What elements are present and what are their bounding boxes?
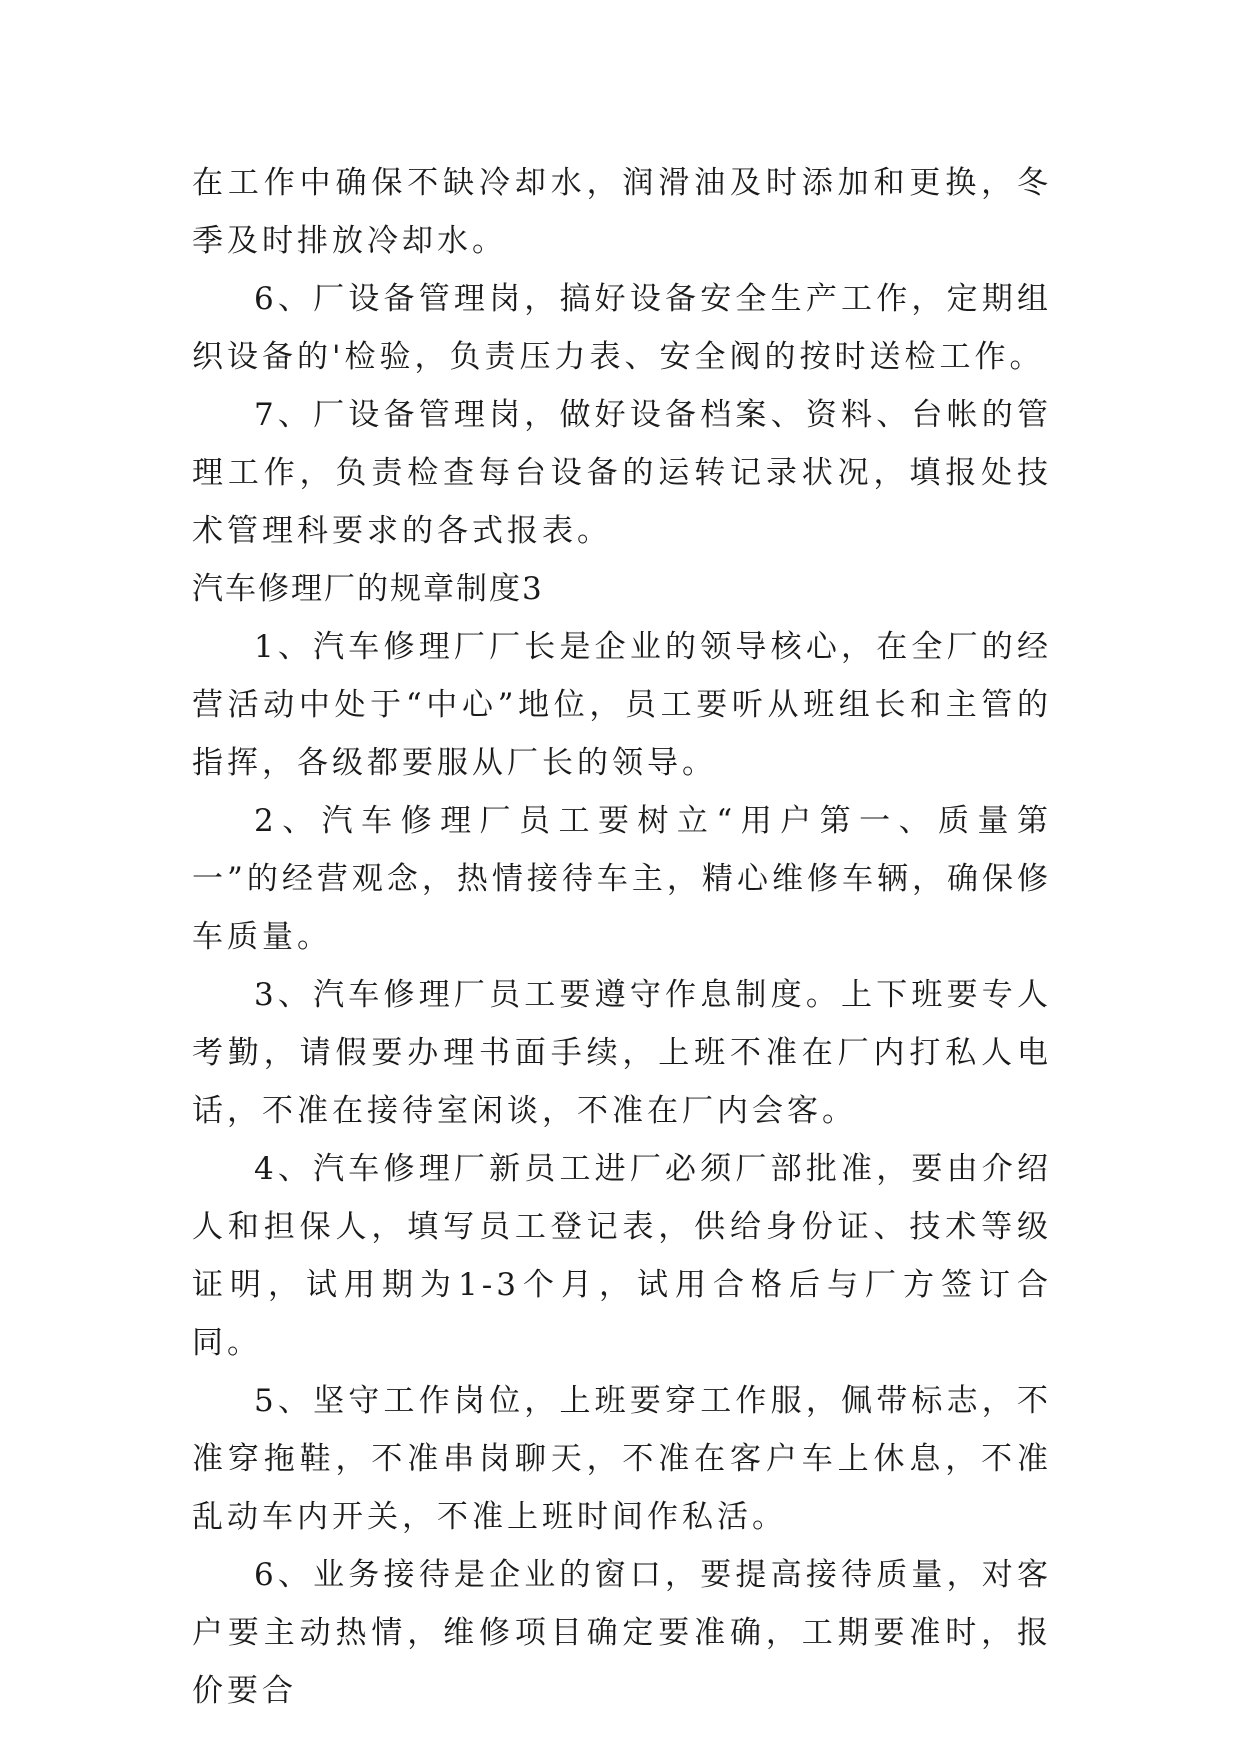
paragraph-item-6-equipment-safety: 6、厂设备管理岗，搞好设备安全生产工作，定期组织设备的'检验，负责压力表、安全阀的按时送检工作。 <box>192 281 1052 375</box>
paragraph-item-1-director: 1、汽车修理厂厂长是企业的领导核心，在全厂的经营活动中处于“中心”地位，员工要听从班组长和主管的指挥，各级都要服从厂长的领导。 <box>192 629 1052 781</box>
paragraph-item-2-customer-first: 2、汽车修理厂员工要树立“用户第一、质量第一”的经营观念，热情接待车主，精心维修车辆，确保修车质量。 <box>192 803 1052 955</box>
paragraph-item-5-workstation: 5、坚守工作岗位，上班要穿工作服，佩带标志，不准穿拖鞋，不准串岗聊天，不准在客户车上休息，不准乱动车内开关，不准上班时间作私活。 <box>192 1383 1052 1535</box>
paragraph-item-6-reception: 6、业务接待是企业的窗口，要提高接待质量，对客户要主动热情，维修项目确定要准确，工期要准时，报价要合 <box>192 1557 1052 1709</box>
paragraph-continuation: 在工作中确保不缺冷却水，润滑油及时添加和更换，冬季及时排放冷却水。 <box>192 165 1052 259</box>
paragraph-item-3-work-schedule: 3、汽车修理厂员工要遵守作息制度。上下班要专人考勤，请假要办理书面手续，上班不准在厂内打私人电话，不准在接待室闲谈，不准在厂内会客。 <box>192 977 1052 1129</box>
section-heading: 汽车修理厂的规章制度3 <box>192 571 544 607</box>
document-body <box>192 154 1052 1720</box>
paragraph-item-4-new-staff: 4、汽车修理厂新员工进厂必须厂部批准，要由介绍人和担保人，填写员工登记表，供给身份证、技术等级证明，试用期为1-3个月，试用合格后与厂方签订合同。 <box>192 1151 1052 1361</box>
paragraph-item-7-equipment-records: 7、厂设备管理岗，做好设备档案、资料、台帐的管理工作，负责检查每台设备的运转记录状况，填报处技术管理科要求的各式报表。 <box>192 397 1052 549</box>
